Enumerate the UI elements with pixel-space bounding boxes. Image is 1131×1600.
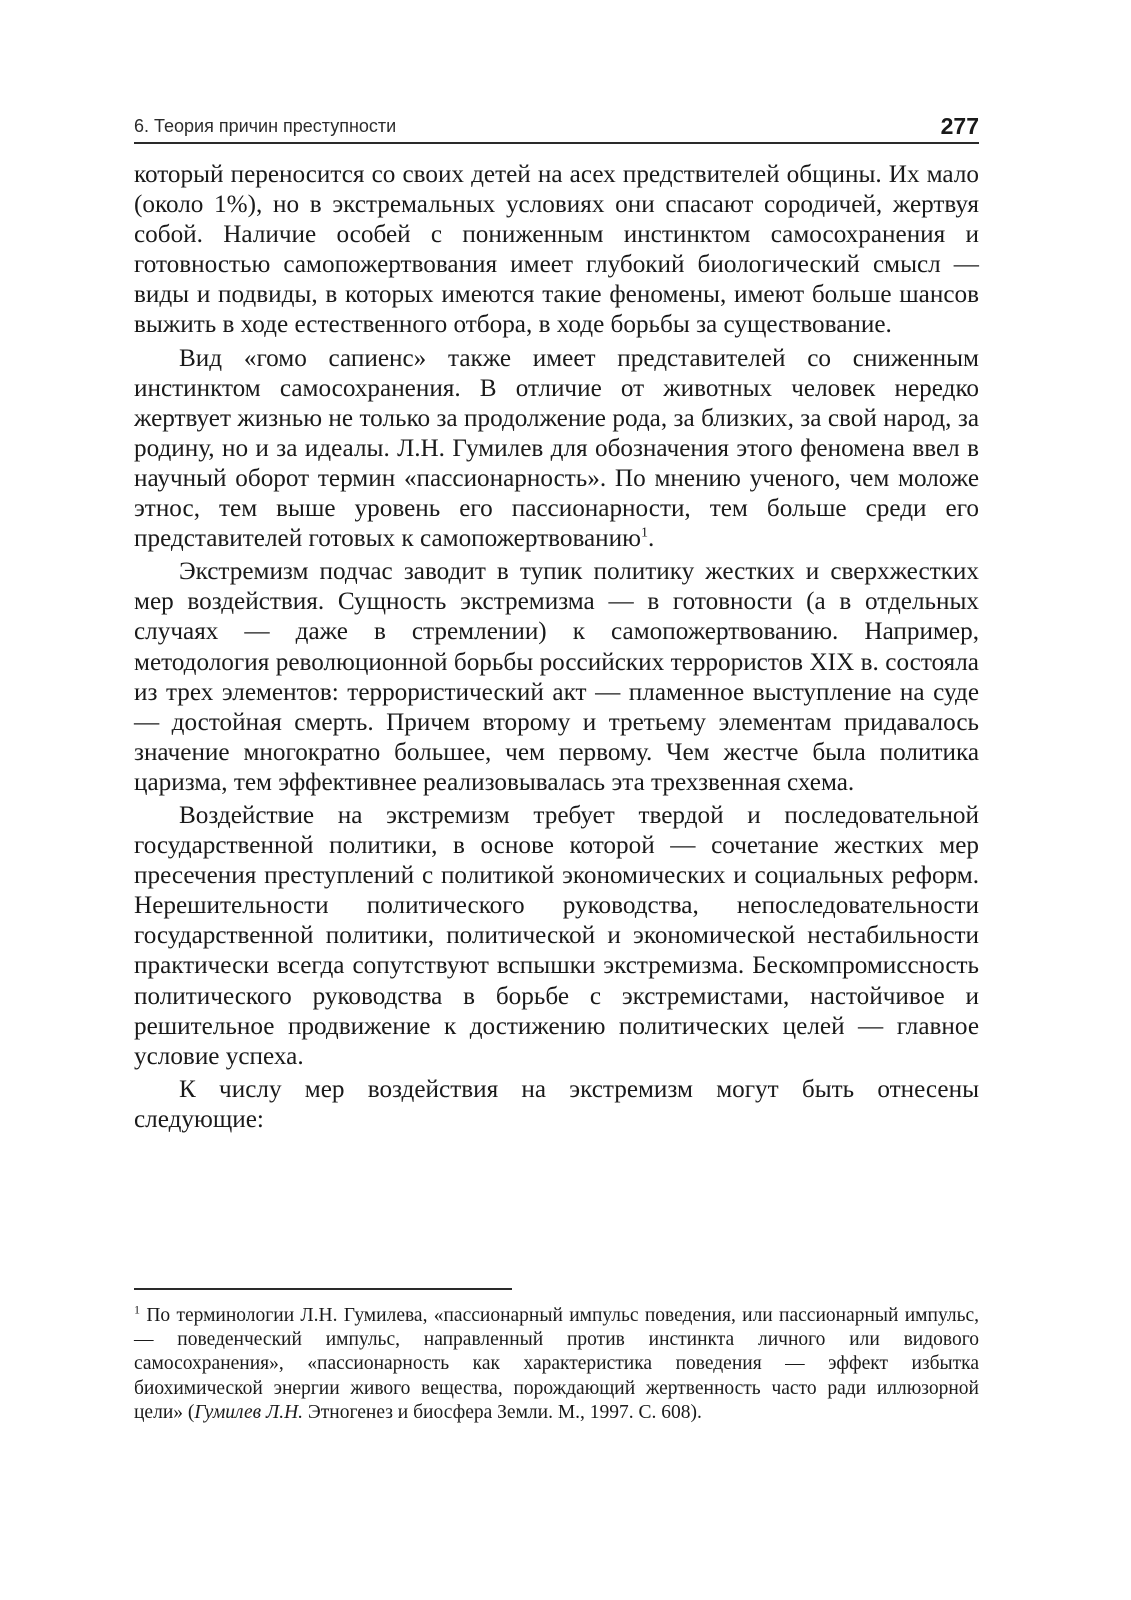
footnote-marker: 1: [134, 1302, 140, 1317]
running-title: 6. Теория причин преступности: [134, 116, 397, 136]
footnote-author: Гумилев Л.Н.: [194, 1401, 304, 1423]
paragraph-2-text: Вид «гомо сапиенс» также имеет представителей со сниженным инстинктом самосохранения. В отличие от животных человек нередко жертвует жизнью не только за продолжение рода, за близких, за свой народ, за родину, но и за идеалы. Л.Н. Гумилев для обозначения этого феномена ввел в научный оборот термин «пассионарность». По мнению ученого, чем моложе этнос, тем выше уровень его пассионарности, тем больше среди его представителей готовых к самопожертвованию: [134, 344, 979, 553]
paragraph-2: [134, 344, 979, 555]
paragraph-1: который переносится со своих детей на асех предствителей общины. Их мало (около 1%), но в экстремальных условиях они спасают сородичей, жертвуя собой. Наличие особей с пониженным инстинктом самосохранения и готовностью самопожертвования имеет глубокий биологический смысл — виды и подвиды, в которых имеются такие феномены, имеют больше шансов выжить в ходе естественного отбора, в ходе борьбы за существование.: [134, 161, 979, 339]
page-number: 277: [940, 113, 979, 139]
footnote-text-start: По терминологии Л.Н. Гумилева, «пассионарный импульс поведения, или пассионарный импульс, — поведенческий импульс, направленный против инстинкта личного или видового самосохранения», «пассионарность как характеристика поведения — эффект избытка биохимической энергии живого вещества, порождающий жертвенность часто ради иллюзорной цели» (: [134, 1305, 979, 1423]
footnote: [134, 1304, 979, 1425]
footnote-text-end: Этногенез и биосфера Земли. М., 1997. С. 608).: [303, 1401, 702, 1423]
main-text: [134, 160, 979, 1135]
paragraph-5: К числу мер воздействия на экстремизм могут быть отнесены следующие:: [134, 1075, 979, 1133]
paragraph-2-end: .: [647, 525, 655, 553]
page-header: [134, 112, 979, 144]
footnote-divider: [134, 1288, 512, 1290]
paragraph-4: Воздействие на экстремизм требует твердой и последовательной государственной политики, в основе которой — сочетание жестких мер пресечения преступлений с политикой экономических и социальных реформ. Нерешительности политического руководства, непоследовательности государственной политики, политической и экономической нестабильности практически всегда сопутствуют вспышки экстремизма. Бескомпромиссность политического руководства в борьбе с экстремистами, настойчивое и решительное продвижение к достижению политических целей — главное условие успеха.: [134, 801, 979, 1070]
footnote-reference: 1: [640, 525, 648, 541]
paragraph-3: Экстремизм подчас заводит в тупик политику жестких и сверхжестких мер воздействия. Сущность экстремизма — в готовности (а в отдельных случаях — даже в стремлении) к самопожертвованию. Например, методология революционной борьбы российских террористов XIX в. состояла из трех элементов: террористический акт — пламенное выступление на суде — достойная смерть. Причем второму и третьему элементам придавалось значение многократно большее, чем первому. Чем жестче была политика царизма, тем эффективнее реализовывалась эта трехзвенная схема.: [134, 558, 979, 796]
